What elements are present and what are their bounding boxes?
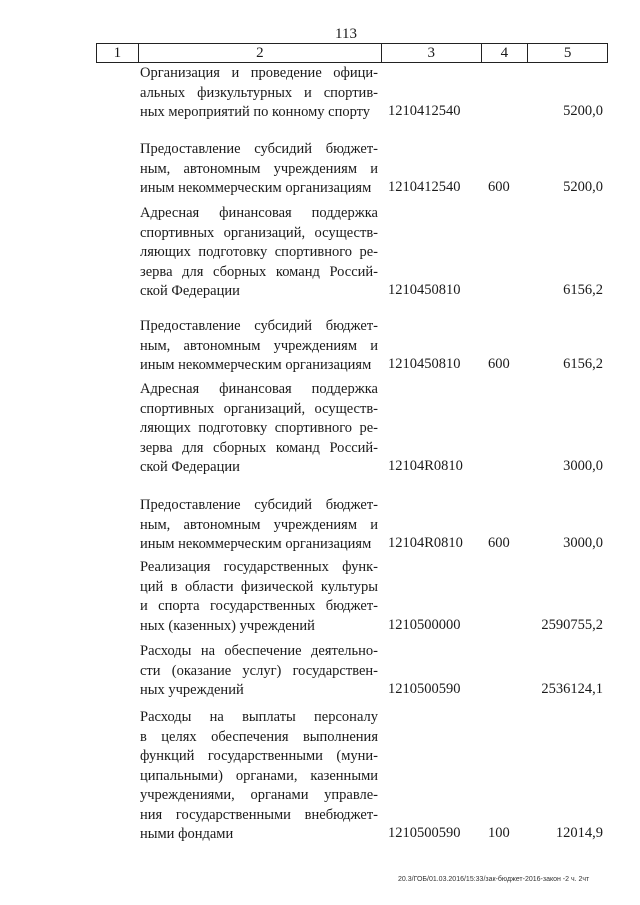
row-name-line: ным, автономным учреждениям и bbox=[140, 516, 378, 533]
row-name-line: ципальными) органами, казенными bbox=[140, 767, 378, 784]
row-name-line: Организация и проведение офици- bbox=[140, 65, 378, 81]
row-amount: 3000,0 bbox=[563, 535, 603, 551]
row-name-line: Предоставление субсидий бюджет- bbox=[140, 318, 378, 334]
row-amount: 3000,0 bbox=[563, 458, 603, 474]
row-code: 1210450810 bbox=[388, 282, 461, 298]
row-name-line: зерва для сборных команд Россий- bbox=[140, 263, 378, 280]
row-name-line: спортивных организаций, осуществ- bbox=[140, 400, 378, 417]
row-expense-type: 600 bbox=[488, 535, 510, 551]
header-col-4: 4 bbox=[482, 44, 529, 62]
row-amount: 12014,9 bbox=[555, 825, 603, 841]
row-name bbox=[140, 496, 378, 555]
row-amount: 6156,2 bbox=[563, 282, 603, 298]
row-name-line: ным, автономным учреждениям и bbox=[140, 337, 378, 354]
row-name-line: Реализация государственных функ- bbox=[140, 559, 378, 575]
row-name-line: иным некоммерческим организациям bbox=[140, 180, 372, 196]
row-name-line: учреждениями, органами управле- bbox=[140, 787, 378, 803]
row-name-line: Расходы на выплаты персоналу bbox=[140, 709, 378, 725]
row-name-line: Адресная финансовая поддержка bbox=[140, 381, 378, 397]
row-amount: 5200,0 bbox=[563, 179, 603, 195]
row-code: 12104R0810 bbox=[388, 535, 463, 551]
row-code: 12104R0810 bbox=[388, 458, 463, 474]
document-footer: 20.3/ГОБ/01.03.2016/15:33/зак-бюджет-2016-закон -2 ч. 2чт bbox=[398, 876, 590, 883]
row-name-line: ской Федерации bbox=[140, 459, 240, 475]
row-name-line: Предоставление субсидий бюджет- bbox=[140, 141, 378, 157]
row-name-line: альных физкультурных и спортив- bbox=[140, 84, 378, 101]
row-amount: 2536124,1 bbox=[541, 681, 603, 697]
row-name-line: в целях обеспечения выполнения bbox=[140, 728, 378, 745]
row-name bbox=[140, 558, 378, 636]
row-name-line: и спорта государственных бюджет- bbox=[140, 598, 378, 614]
row-name-line: Адресная финансовая поддержка bbox=[140, 205, 378, 221]
row-code: 1210450810 bbox=[388, 356, 461, 372]
row-code: 1210500000 bbox=[388, 616, 461, 633]
row-name bbox=[140, 642, 378, 701]
row-name bbox=[140, 708, 378, 845]
row-name-line: Предоставление субсидий бюджет- bbox=[140, 497, 378, 513]
row-name bbox=[140, 140, 378, 199]
row-name bbox=[140, 317, 378, 376]
row-expense-type: 100 bbox=[488, 825, 510, 841]
row-name-line: ния государственными внебюджет- bbox=[140, 806, 378, 823]
row-name-line: зерва для сборных команд Россий- bbox=[140, 439, 378, 456]
row-name-line: ных мероприятий по конному спорту bbox=[140, 104, 371, 120]
row-amount: 5200,0 bbox=[563, 103, 603, 119]
row-code: 1210500590 bbox=[388, 825, 461, 841]
header-col-5: 5 bbox=[563, 45, 572, 61]
row-code: 1210500590 bbox=[388, 681, 461, 697]
row-name-line: Расходы на обеспечение деятельно- bbox=[140, 643, 378, 659]
row-name-line: ляющих подготовку спортивного ре- bbox=[140, 244, 378, 260]
row-name bbox=[140, 204, 378, 302]
row-amount: 6156,2 bbox=[563, 356, 603, 372]
header-col-2: 2 bbox=[139, 44, 382, 62]
row-name bbox=[140, 380, 378, 478]
row-name-line: сти (оказание услуг) государствен- bbox=[140, 662, 378, 679]
row-name-line: ций в области физической культуры bbox=[140, 578, 378, 595]
row-code: 1210412540 bbox=[388, 179, 461, 195]
header-col-3: 3 bbox=[382, 44, 482, 62]
row-name-line: спортивных организаций, осуществ- bbox=[140, 224, 378, 241]
row-name-line: ными фондами bbox=[140, 826, 234, 842]
row-expense-type: 600 bbox=[488, 356, 510, 372]
header-col-1: 1 bbox=[97, 44, 139, 62]
row-name-line: иным некоммерческим организациям bbox=[140, 536, 372, 552]
row-name-line: ных (казенных) учреждений bbox=[140, 617, 315, 634]
row-name-line: ской Федерации bbox=[140, 283, 240, 299]
row-name-line: функций государственными (муни- bbox=[140, 748, 378, 764]
row-name bbox=[140, 64, 378, 123]
row-name-line: ным, автономным учреждениям и bbox=[140, 160, 378, 177]
row-name-line: иным некоммерческим организациям bbox=[140, 357, 372, 373]
row-code: 1210412540 bbox=[388, 103, 461, 119]
table-header bbox=[96, 43, 608, 63]
row-name-line: ляющих подготовку спортивного ре- bbox=[140, 420, 378, 436]
row-expense-type: 600 bbox=[488, 179, 510, 195]
row-name-line: ных учреждений bbox=[140, 682, 244, 698]
row-amount: 2590755,2 bbox=[541, 616, 603, 633]
page-number: 113 bbox=[335, 26, 357, 42]
